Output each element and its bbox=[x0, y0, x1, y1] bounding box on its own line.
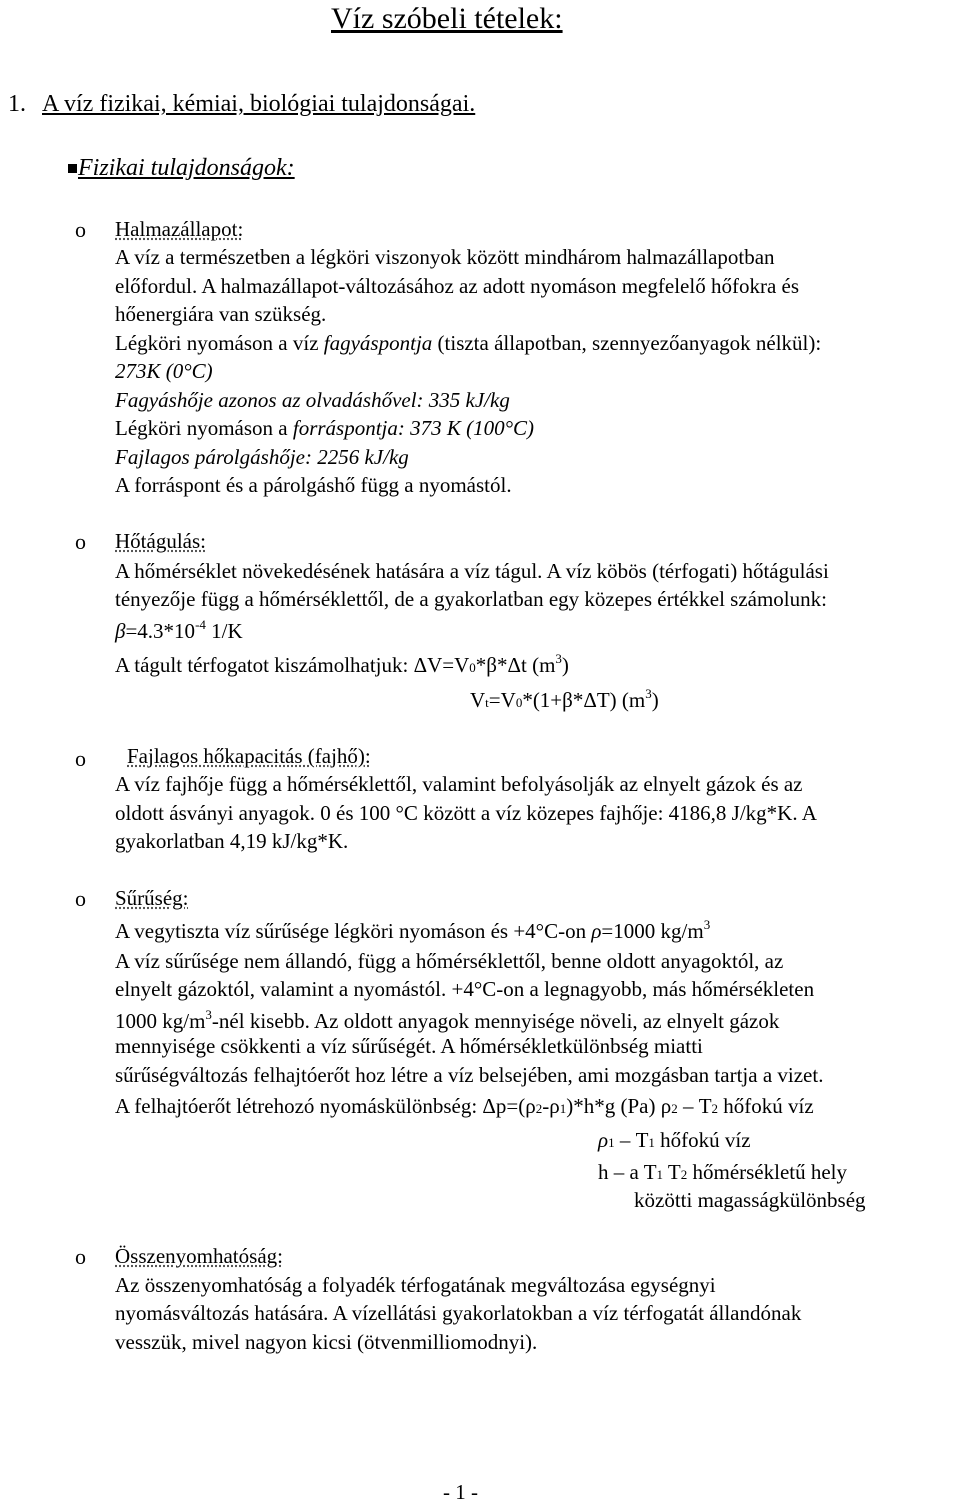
term-forraspont: forráspontja bbox=[292, 416, 398, 440]
text-run: ) bbox=[561, 653, 569, 677]
bullet-icon: o bbox=[75, 529, 86, 554]
formula-line bbox=[470, 687, 659, 711]
subscript: 2 bbox=[535, 1101, 543, 1116]
superscript: 3 bbox=[645, 686, 652, 701]
text-run: A vegytiszta víz sűrűsége légköri nyomáson és +4°C-on bbox=[115, 919, 592, 943]
text-run: hőfokú víz bbox=[654, 1128, 751, 1152]
paragraph-line: oldott ásványi anyagok. 0 és 100 °C között a víz közepes fajhője: 4186,8 J/kg*K. A bbox=[115, 801, 817, 825]
text-run: A tágult térfogatot kiszámolhatjuk: bbox=[115, 653, 414, 677]
superscript: 3 bbox=[555, 651, 562, 666]
paragraph-line: A forráspont és a párolgáshő függ a nyomástól. bbox=[115, 473, 512, 497]
text-run: Légköri nyomáson a bbox=[115, 416, 293, 440]
page-number: - 1 - bbox=[443, 1480, 478, 1504]
text-run: *(1+β*ΔT) (m bbox=[522, 688, 646, 712]
paragraph-line bbox=[115, 418, 534, 439]
subscript: 1 bbox=[559, 1101, 567, 1116]
text-run: hőmérsékletű hely bbox=[687, 1160, 848, 1184]
square-bullet-icon bbox=[68, 164, 77, 173]
formula-line bbox=[115, 652, 569, 676]
paragraph-line: hőenergiára van szükség. bbox=[115, 302, 327, 326]
item-heading-osszenyomhatosag: Összenyomhatóság: bbox=[115, 1244, 283, 1268]
paragraph-line: elnyelt gázoktól, valamint a nyomástól. +4°C-on a legnagyobb, más hőmérsékleten bbox=[115, 977, 815, 1001]
superscript: 3 bbox=[205, 1007, 212, 1022]
text-run: =4.3*10 bbox=[125, 619, 196, 643]
text-run: -ρ bbox=[542, 1094, 560, 1118]
document-title: Víz szóbeli tételek: bbox=[331, 2, 563, 35]
subscript: 1 bbox=[648, 1135, 655, 1150]
text-run: Légköri nyomáson a víz bbox=[115, 331, 324, 355]
paragraph-line: gyakorlatban 4,19 kJ/kg*K. bbox=[115, 829, 349, 853]
paragraph-line: vesszük, mivel nagyon kicsi (ötvenmilliomodnyi). bbox=[115, 1330, 538, 1354]
text-run: hőfokú víz bbox=[718, 1094, 814, 1118]
paragraph-line: mennyisége csökkenti a víz sűrűségét. A hőmérsékletkülönbség miatti bbox=[115, 1034, 703, 1058]
subscript: 1 bbox=[608, 1135, 615, 1150]
section-heading bbox=[8, 92, 475, 116]
paragraph-line: Fagyáshője azonos az olvadáshővel: 335 kJ/kg bbox=[115, 388, 510, 412]
formula-line bbox=[115, 1096, 814, 1117]
text-run: Δp=(ρ bbox=[482, 1094, 536, 1118]
paragraph-line bbox=[115, 1008, 779, 1032]
superscript: 3 bbox=[703, 917, 711, 932]
paragraph-line: Fajlagos párolgáshője: 2256 kJ/kg bbox=[115, 445, 409, 469]
text-run: =V bbox=[488, 688, 516, 712]
text-run: ΔV=V bbox=[413, 653, 470, 677]
bullet-icon: o bbox=[75, 746, 86, 771]
subscript: 1 bbox=[656, 1167, 664, 1182]
text-run: T bbox=[663, 1160, 681, 1184]
text-run: (tiszta állapotban, szennyezőanyagok nélkül): bbox=[432, 331, 822, 355]
item-heading-halmazallapot: Halmazállapot: bbox=[115, 217, 244, 241]
text-run: : 373 K (100°C) bbox=[397, 416, 535, 440]
text-run: 1000 kg/m bbox=[115, 1009, 206, 1033]
bullet-icon: o bbox=[75, 217, 86, 242]
legend-line bbox=[598, 1162, 847, 1183]
subscript: t bbox=[485, 695, 489, 710]
bullet-icon: o bbox=[75, 886, 86, 911]
text-run: A felhajtóerőt létrehozó nyomáskülönbség: bbox=[115, 1094, 483, 1118]
term-fagyaspont: fagyáspontja bbox=[323, 331, 433, 355]
paragraph-line: A víz sűrűsége nem állandó, függ a hőmérséklettől, benne oldott anyagoktól, az bbox=[115, 949, 784, 973]
text-run: ) bbox=[651, 688, 659, 712]
subscript: 0 bbox=[469, 660, 476, 675]
superscript: -4 bbox=[195, 617, 206, 632]
paragraph-line: A hőmérséklet növekedésének hatására a víz tágul. A víz köbös (térfogati) hőtágulási bbox=[115, 559, 829, 583]
paragraph-line: A víz fajhője függ a hőmérséklettől, valamint befolyásolják az elnyelt gázok és az bbox=[115, 772, 803, 796]
text-run: – T bbox=[614, 1128, 649, 1152]
text-run: *β*Δt (m bbox=[475, 653, 556, 677]
rho-symbol: ρ bbox=[598, 1128, 609, 1152]
section-number: 1. bbox=[8, 91, 26, 117]
text-run: V bbox=[470, 688, 486, 712]
text-run: =1000 kg/m bbox=[601, 919, 704, 943]
legend-line: közötti magasságkülönbség bbox=[634, 1188, 866, 1212]
text-run: h – a T bbox=[598, 1160, 657, 1184]
item-heading-hotagulas: Hőtágulás: bbox=[115, 529, 206, 553]
subscript: 2 bbox=[671, 1101, 678, 1116]
rho-symbol: ρ bbox=[591, 919, 602, 943]
item-heading-fajho: Fajlagos hőkapacitás (fajhő): bbox=[127, 744, 371, 768]
paragraph-line: előfordul. A halmazállapot-változásához az adott nyomáson megfelelő hőfokra és bbox=[115, 274, 800, 298]
paragraph-line: nyomásváltozás hatására. A vízellátási gyakorlatokban a víz térfogatát állandónak bbox=[115, 1301, 802, 1325]
beta-symbol: β bbox=[115, 619, 126, 643]
paragraph-line bbox=[115, 918, 710, 942]
legend-line bbox=[598, 1130, 751, 1151]
paragraph-line: Az összenyomhatóság a folyadék térfogatának megváltozása egységnyi bbox=[115, 1273, 716, 1297]
paragraph-line: tényezője függ a hőmérséklettől, de a gyakorlatban egy közepes értékkel számolunk: bbox=[115, 587, 827, 611]
text-run: 1/K bbox=[205, 619, 243, 643]
paragraph-line: 273K (0°C) bbox=[115, 359, 213, 383]
formula-line bbox=[115, 618, 243, 642]
section-title: A víz fizikai, kémiai, biológiai tulajdonságai. bbox=[42, 91, 476, 117]
text-run: – T bbox=[677, 1094, 712, 1118]
paragraph-line: A víz a természetben a légköri viszonyok között mindhárom halmazállapotban bbox=[115, 245, 775, 269]
paragraph-line bbox=[115, 333, 821, 354]
subscript: 2 bbox=[711, 1101, 719, 1116]
text-run: )*h*g (Pa) ρ bbox=[566, 1094, 672, 1118]
subscript: 0 bbox=[515, 695, 523, 710]
paragraph-line: sűrűségváltozás felhajtóerőt hoz létre a víz belsejében, ami mozgásban tartja a vizet. bbox=[115, 1063, 824, 1087]
item-heading-suruseg: Sűrűség: bbox=[115, 886, 189, 910]
text-run: -nél kisebb. Az oldott anyagok mennyisége növeli, az elnyelt gázok bbox=[211, 1009, 780, 1033]
subsection-heading: Fizikai tulajdonságok: bbox=[78, 155, 295, 181]
bullet-icon: o bbox=[75, 1244, 86, 1269]
subscript: 2 bbox=[680, 1167, 688, 1182]
